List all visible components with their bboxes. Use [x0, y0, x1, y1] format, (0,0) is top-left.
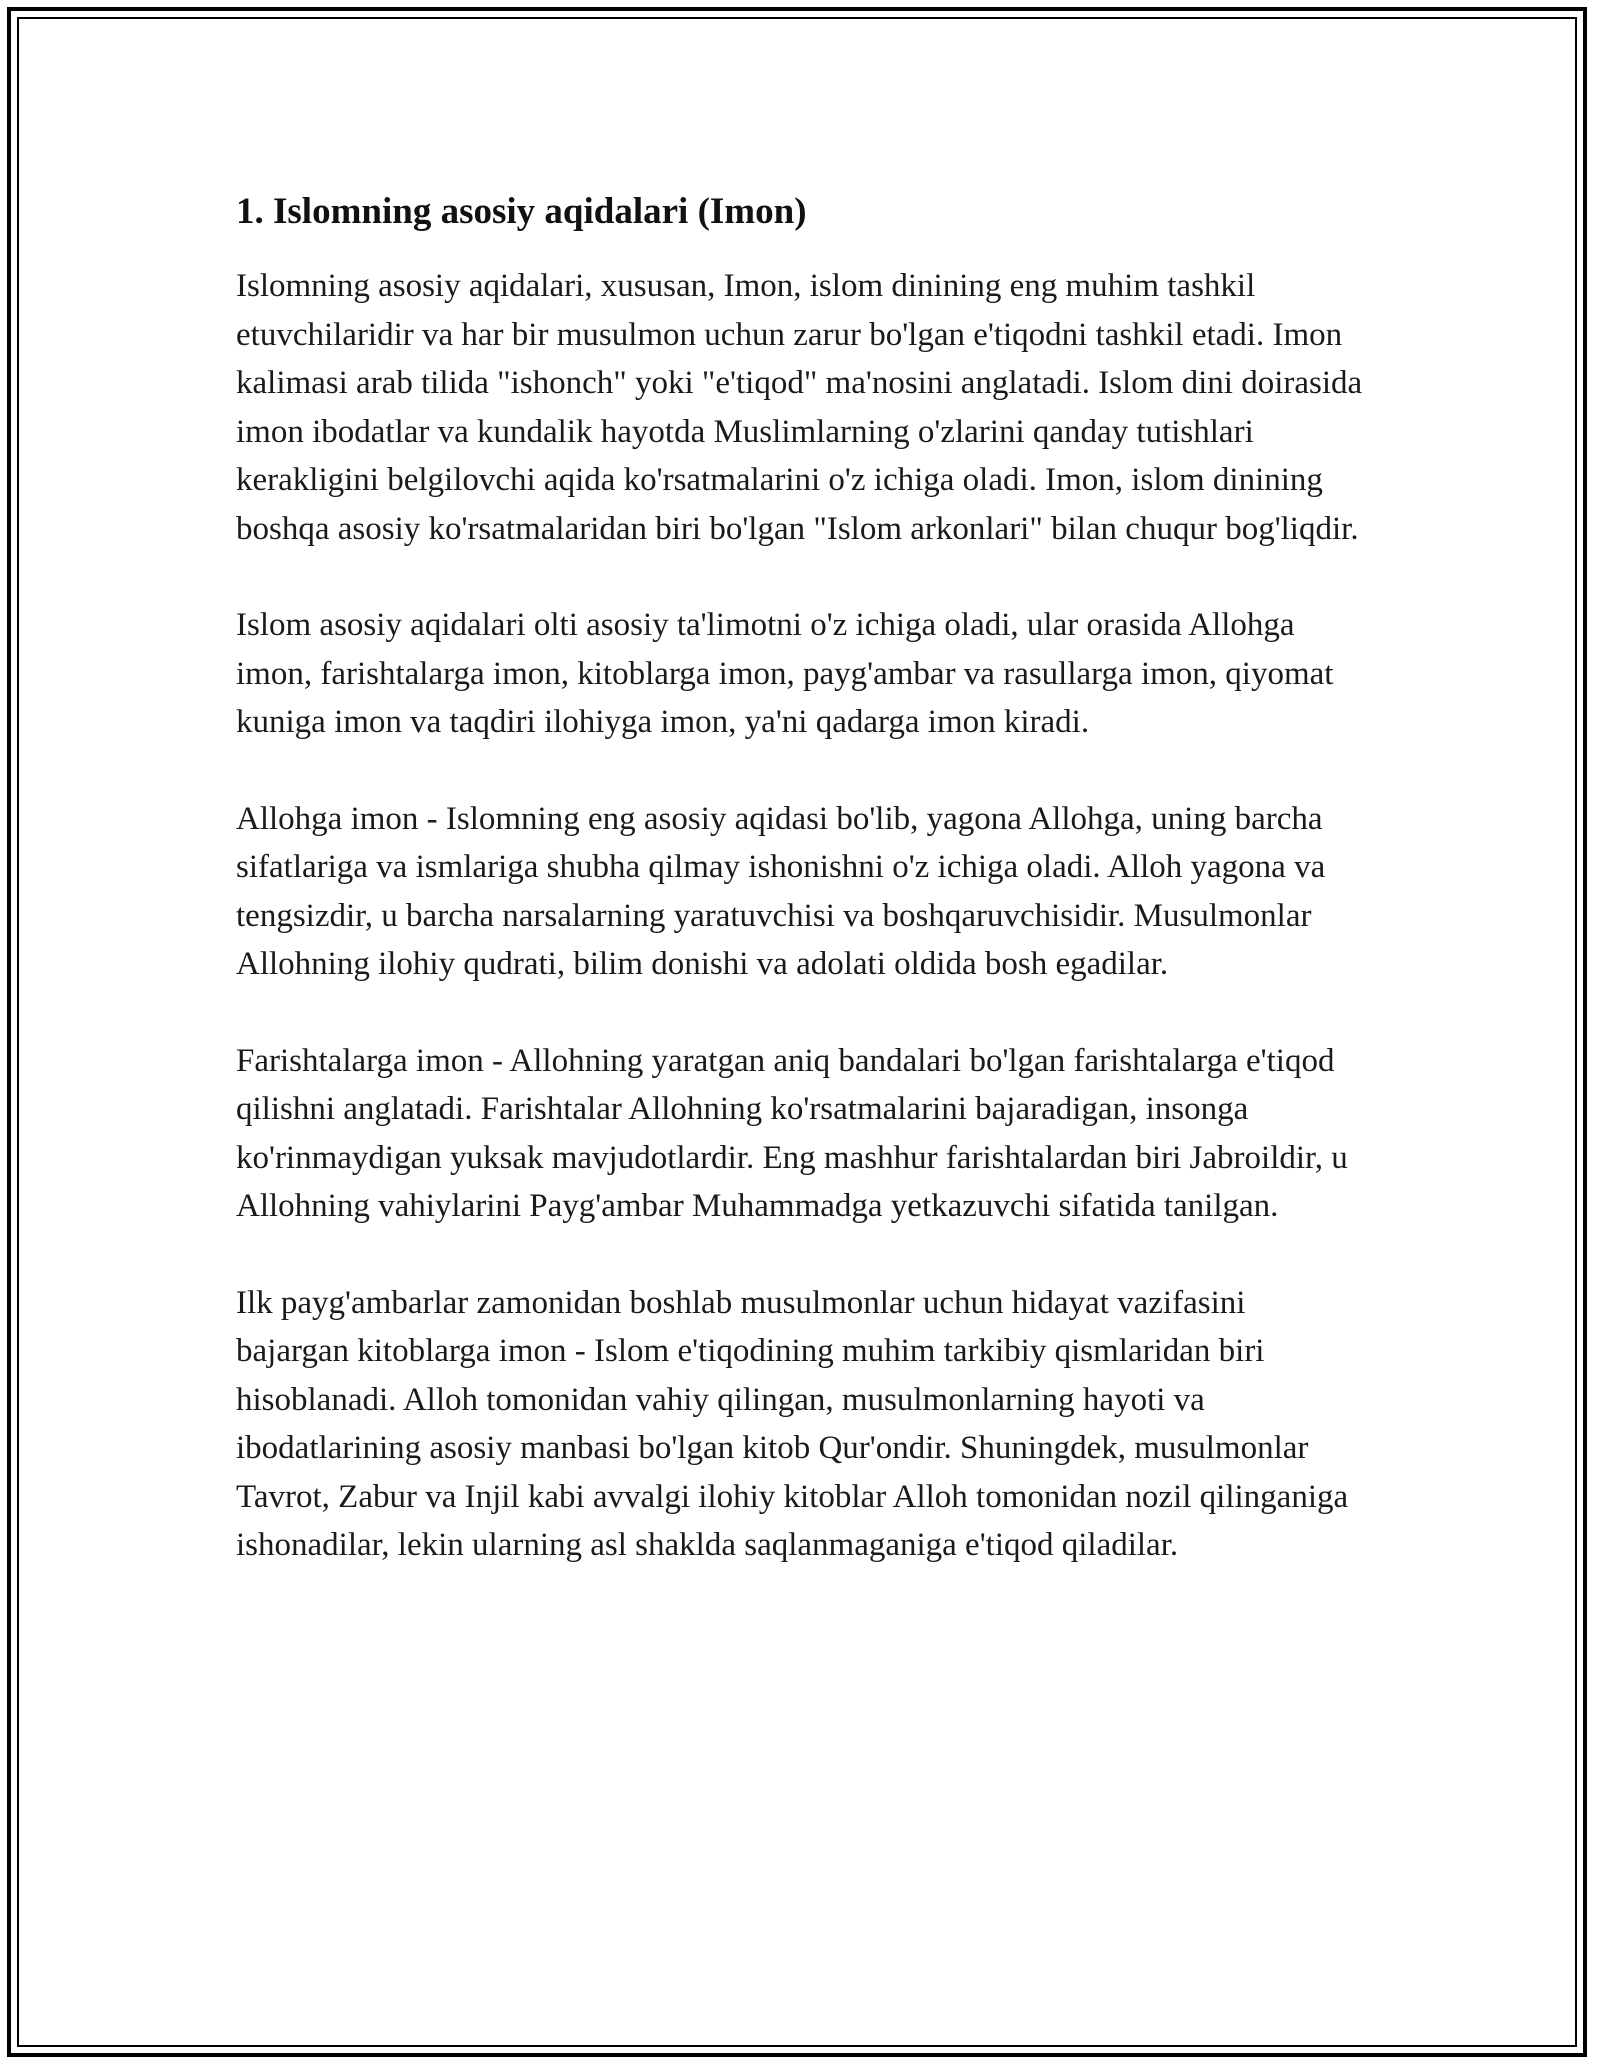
paragraph-belief-in-angels: Farishtalarga imon - Allohning yaratgan aniq bandalari bo'lgan farishtalarga e'tiqod qilishni anglatadi. Farishtalar Allohning ko'rsatmalarini bajaradigan, insonga ko'rinmaydigan yuksak mavjudotlardir. Eng mashhur farishtalardan biri Jabroildir, u Allohning vahiylarini Payg'ambar Muhammadga yetkazuvchi sifatida tanilgan. [236, 1042, 1348, 1224]
paragraph-belief-in-allah: Allohga imon - Islomning eng asosiy aqidasi bo'lib, yagona Allohga, uning barcha sifatlariga va ismlariga shubha qilmay ishonishni o'z ichiga oladi. Alloh yagona va tengsizdir, u barcha narsalarning yaratuvchisi va boshqaruvchisidir. Musulmonlar Allohning ilohiy qudrati, bilim donishi va adolati oldida bosh egadilar. [236, 800, 1326, 982]
paragraph-belief-in-books: Ilk payg'ambarlar zamonidan boshlab musulmonlar uchun hidayat vazifasini bajargan kitoblarga imon - Islom e'tiqodining muhim tarkibiy qismlaridan biri hisoblanadi. Alloh tomonidan vahiy qilingan, musulmonlarning hayoti va ibodatlarining asosiy manbasi bo'lgan kitob Qur'ondir. Shuningdek, musulmonlar Tavrot, Zabur va Injil kabi avvalgi ilohiy kitoblar Alloh tomonidan nozil qilinganiga ishonadilar, lekin ularning asl shaklda saqlanmaganiga e'tiqod qiladilar. [236, 1284, 1349, 1563]
section-heading: 1. Islomning asosiy aqidalari (Imon) [236, 191, 807, 232]
document-body [236, 188, 1366, 1618]
paragraph-intro: Islomning asosiy aqidalari, xususan, Imon, islom dinining eng muhim tashkil etuvchilaridir va har bir musulmon uchun zarur bo'lgan e'tiqodni tashkil etadi. Imon kalimasi arab tilida "ishonch" yoki "e'tiqod" ma'nosini anglatadi. Islom dini doirasida imon ibodatlar va kundalik hayotda Muslimlarning o'zlarini qanday tutishlari kerakligini belgilovchi aqida ko'rsatmalarini o'z ichiga oladi. Imon, islom dinining boshqa asosiy ko'rsatmalaridan biri bo'lgan "Islom arkonlari" bilan chuqur bog'liqdir. [236, 268, 1363, 547]
paragraph-six-teachings: Islom asosiy aqidalari olti asosiy ta'limotni o'z ichiga oladi, ular orasida Allohga imon, farishtalarga imon, kitoblarga imon, payg'ambar va rasullarga imon, qiyomat kuniga imon va taqdiri ilohiyga imon, ya'ni qadarga imon kiradi. [236, 607, 1334, 740]
